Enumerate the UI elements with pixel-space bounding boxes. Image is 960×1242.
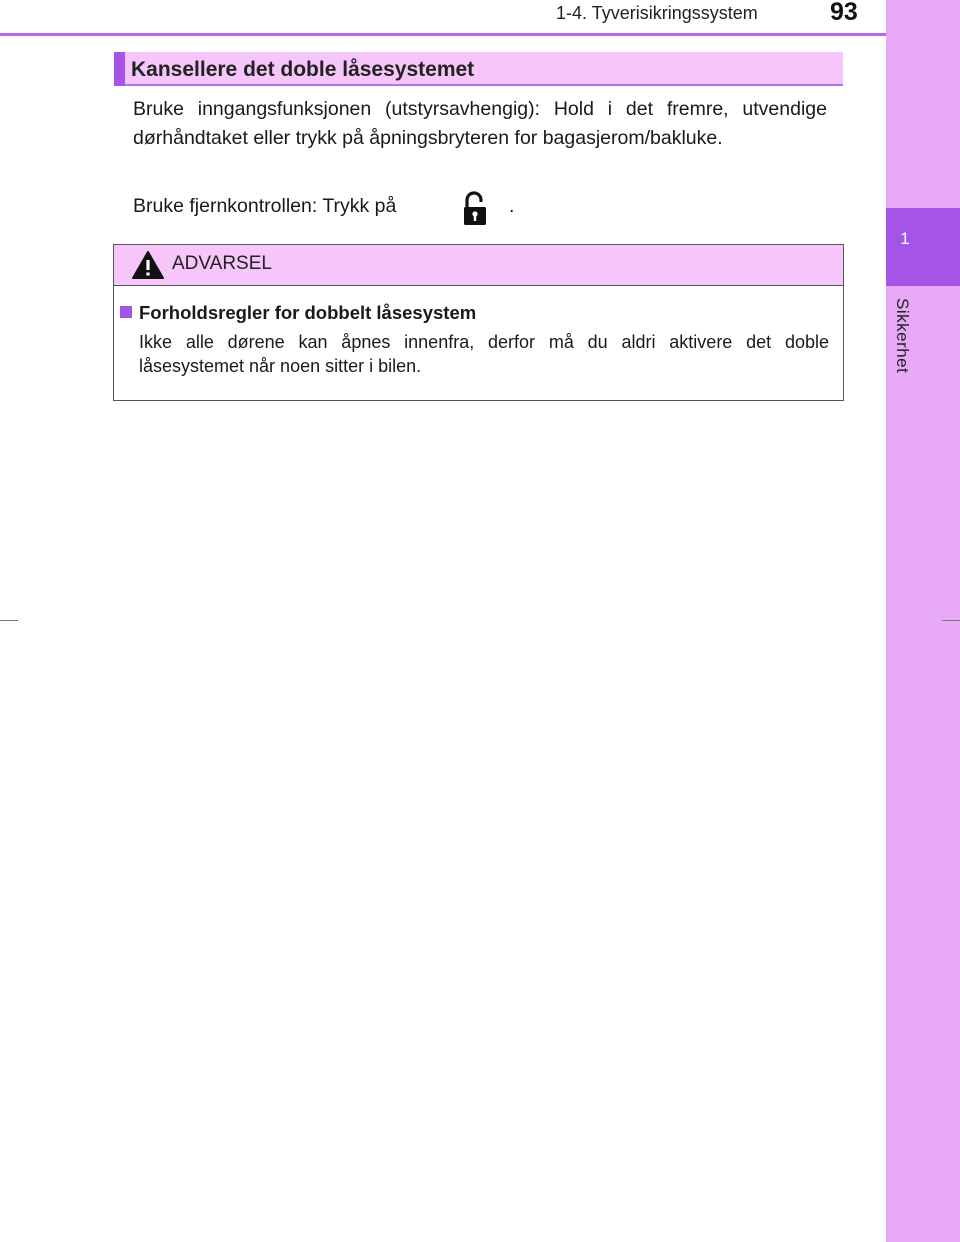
square-bullet-icon [120, 306, 132, 318]
warning-triangle-icon [131, 250, 165, 280]
section-heading-text: Kansellere det doble låsesystemet [131, 58, 475, 81]
section-heading-bar [114, 52, 125, 86]
side-strip [886, 0, 960, 1242]
unlock-padlock-icon [461, 191, 489, 227]
entry-function-paragraph: Bruke inngangsfunksjonen (utstyrsavhengig): Hold i det fremre, utvendige dørhåndtaket eller trykk på åpningsbryteren for bagasjerom/bakluke. [133, 98, 827, 149]
chapter-label: Sikkerhet [893, 298, 912, 374]
header-rule [0, 33, 886, 36]
warning-subheading-text: Forholdsregler for dobbelt låsesystem [139, 302, 477, 323]
remote-paragraph: Bruke fjernkontrollen: Trykk på [133, 195, 397, 217]
header-section-title: 1-4. Tyverisikringssystem [556, 3, 758, 23]
crop-mark-right [942, 620, 960, 621]
page-number: 93 [830, 0, 858, 26]
warning-label: ADVARSEL [172, 253, 272, 274]
section-heading [114, 52, 843, 86]
warning-body: Ikke alle dørene kan åpnes innenfra, derfor må du aldri aktivere det doble låsesystemet når noen sitter i bilen. [139, 332, 829, 376]
warning-subheading [120, 302, 476, 324]
warning-box [113, 244, 844, 401]
crop-mark-left [0, 620, 18, 621]
chapter-number: 1 [900, 229, 910, 248]
remote-paragraph-end: . [509, 195, 515, 217]
warning-header [114, 245, 843, 286]
